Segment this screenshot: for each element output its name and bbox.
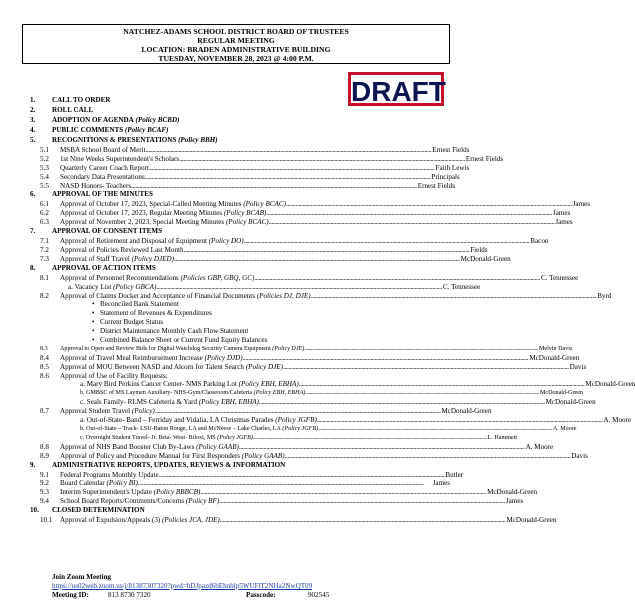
policy-ref: (Policy BCAC): [224, 218, 269, 227]
policy-ref: (Policies JCA, JDE): [160, 516, 220, 525]
agenda-item: [30, 163, 470, 173]
policy-ref: (Policy DJE): [243, 362, 283, 371]
item-label: Approval Student Travel: [60, 407, 131, 416]
agenda-bullet: [30, 336, 450, 345]
item-number: 8.6: [40, 371, 49, 380]
policy-ref: (Policy DJED): [129, 254, 174, 263]
item-label: APPROVAL OF CONSENT ITEMS: [52, 227, 163, 236]
passcode: 902545: [308, 591, 330, 599]
item-number: 10.: [30, 506, 39, 515]
policy-ref: (Policy DJE): [270, 345, 305, 352]
item-number: 8.9: [40, 451, 49, 460]
dot-leader: [243, 354, 529, 363]
presenter: McDonald-Green: [545, 398, 596, 407]
item-label: Approval of NHS Band Booster Club By-Laws: [60, 442, 195, 451]
zoom-title: Join Zoom Meeting: [52, 573, 112, 581]
bullet-icon: •: [92, 336, 95, 345]
presenter: Ernest Fields: [465, 154, 504, 163]
dot-leader: [149, 164, 435, 173]
item-number: 8.3: [40, 345, 48, 352]
item-label: District Maintenance Monthly Cash Flow Statement: [100, 327, 249, 336]
dot-leader: [146, 146, 432, 155]
dot-leader: [305, 389, 539, 398]
agenda-item: [30, 291, 612, 301]
item-number: 5.4: [40, 172, 49, 181]
presenter: Faith Lewis: [435, 163, 470, 172]
item-label: Secondary Data Presentations: [60, 172, 145, 181]
item-label: School Board Reports/Comments/Concerns: [60, 497, 185, 506]
agenda-item: [30, 516, 557, 525]
item-number: 8.1: [40, 273, 49, 282]
item-label: CALL TO ORDER: [52, 96, 111, 104]
dot-leader: [159, 471, 445, 480]
agenda-section: [30, 106, 450, 116]
presenter: Fields: [470, 246, 488, 255]
item-number: 2.: [30, 106, 36, 114]
item-number: 7.2: [40, 246, 49, 255]
agenda-item: [30, 282, 481, 292]
item-number: 6.1: [40, 200, 49, 209]
item-label: CLOSED DETERMINATION: [52, 506, 145, 515]
item-label: c. Overnight Student Travel- Jr. Beta- West- Biloxi, MS: [80, 434, 216, 441]
policy-ref: (Policy BCAC): [241, 200, 286, 209]
bullet-icon: •: [92, 300, 95, 309]
policy-ref: (Policy JGFB): [215, 434, 253, 441]
dot-leader: [138, 479, 432, 488]
item-number: 8.7: [40, 407, 49, 416]
agenda-section: [30, 136, 450, 146]
policy-ref: (Policy EBH, EBHA): [252, 390, 306, 397]
presenter: James: [552, 209, 571, 218]
dot-leader: [253, 434, 487, 443]
presenter: Principals: [431, 172, 460, 181]
dot-leader: [266, 209, 552, 218]
policy-ref: (Policy): [130, 407, 155, 416]
item-label: Approval of Policies Reviewed Last Month: [60, 246, 184, 255]
meeting-id-label: Meeting ID:: [52, 591, 89, 599]
agenda-item: [30, 353, 580, 363]
header-district: NATCHEZ-ADAMS SCHOOL DISTRICT BOARD OF TRUSTEES: [123, 27, 349, 36]
item-number: 8.: [30, 263, 36, 272]
agenda-item: [30, 146, 470, 155]
dot-leader: [174, 255, 460, 264]
dot-leader: [145, 173, 431, 182]
policy-ref: (Policy DJD): [202, 353, 243, 362]
agenda-item: [30, 497, 524, 506]
item-label: a. Vacancy List: [68, 282, 112, 291]
agenda-section: [30, 190, 450, 200]
agenda-item: [30, 237, 549, 246]
policy-ref: (Policy EBH, EBHA): [197, 398, 259, 407]
item-label: Interim Superintendent's Update: [60, 488, 152, 497]
item-number: 3.: [30, 116, 36, 124]
presenter: James: [572, 200, 591, 209]
dot-leader: [317, 416, 603, 425]
bullet-icon: •: [92, 327, 95, 336]
item-label: c. Seals Family- RLMS Cafeteria & Yard: [80, 398, 198, 407]
item-number: 8.8: [40, 442, 49, 451]
bullet-icon: •: [92, 309, 95, 318]
item-number: 6.3: [40, 218, 49, 227]
agenda-section: [30, 264, 450, 274]
item-label: Approval of November 2, 2023, Special Meeting Minutes: [60, 218, 225, 227]
agenda-bullet: [30, 300, 450, 309]
item-label: APPROVAL OF ACTION ITEMS: [52, 263, 156, 272]
item-label: a. Out-of-State- Band – Ferriday and Vidalia, LA Christmas Parades: [80, 416, 274, 425]
agenda-item: [30, 200, 591, 209]
agenda-item: [30, 181, 456, 191]
agenda-item: [30, 209, 571, 218]
item-number: 8.5: [40, 362, 49, 371]
dot-leader: [200, 488, 486, 497]
item-label: MSBA School Board of Merit: [60, 146, 146, 154]
item-number: 5.2: [40, 154, 49, 163]
agenda-section: [30, 461, 450, 471]
item-number: 8.2: [40, 291, 49, 300]
item-label: Approval of Expulsion/Appeals (3): [60, 516, 161, 525]
item-number: 9.: [30, 460, 36, 469]
policy-ref: (Policy GAAB): [194, 442, 239, 451]
presenter: A. Moore: [603, 416, 632, 425]
item-number: 4.: [30, 126, 36, 134]
item-label: Approval of October 17, 2023, Regular Meeting Minutes: [60, 209, 223, 218]
presenter: McDonald-Green: [441, 407, 492, 416]
dot-leader: [304, 345, 538, 354]
dot-leader: [220, 516, 506, 525]
policy-ref: (Policy GAAB): [240, 451, 285, 460]
agenda-item: [30, 254, 511, 264]
dot-leader: [239, 443, 525, 452]
item-label: ROLL CALL: [52, 106, 94, 114]
agenda-item: [30, 398, 596, 407]
agenda-item: [30, 273, 579, 283]
agenda-section: [30, 227, 450, 237]
item-label: Approval of October 17, 2023, Special-Called Meeting Minutes: [60, 200, 242, 209]
dot-leader: [156, 283, 442, 292]
item-number: 6.: [30, 190, 36, 199]
item-number: 8.4: [40, 353, 49, 362]
item-number: 9.1: [40, 470, 49, 479]
meeting-id: 813 8730 7320: [108, 591, 151, 599]
item-label: Approval of Use of Facility Requests:: [60, 371, 168, 380]
policy-ref: (Policy BCAF): [123, 126, 169, 134]
item-number: 5.: [30, 136, 36, 144]
presenter: James: [505, 497, 524, 506]
presenter: Ernest Fields: [417, 181, 456, 190]
item-label: Board Calendar: [60, 479, 105, 488]
item-number: 7.3: [40, 254, 49, 263]
item-label: a. Mary Bird Perkins Cancer Center- NMS Parking Lot: [80, 380, 237, 389]
policy-ref: (Policy BCAB): [222, 209, 267, 218]
presenter: Davis: [571, 451, 588, 460]
presenter: Bacon: [530, 237, 549, 246]
header-meeting-type: REGULAR MEETING: [197, 36, 275, 45]
agenda-item: [30, 442, 554, 452]
presenter: McDonald-Green: [539, 390, 583, 397]
zoom-link[interactable]: https://us02web.zoom.us/j/81387307320?pwd=bDJpazd6bEhnblp5WUFlT2NHa2NwQT09: [52, 582, 313, 590]
policy-ref: (Policy GBCA): [111, 282, 157, 291]
item-label: APPROVAL OF THE MINUTES: [52, 190, 153, 199]
agenda-item: [30, 362, 587, 372]
dot-leader: [269, 218, 555, 227]
policy-ref: (Policies DJ, DJE): [255, 291, 311, 300]
item-label: Approval to Open and Review Bids for Digital Watchdog Security Camera Equipment: [60, 345, 271, 352]
agenda-item: [30, 372, 450, 381]
item-label: b. Out-of-State – Track- LSU-Baton Rouge, LA and McNeese – Lake Charles, LA: [80, 425, 281, 432]
dot-leader: [318, 425, 552, 434]
policy-ref: (Policy BBH): [176, 136, 218, 144]
presenter: McDonald-Green: [487, 488, 538, 497]
zoom-credentials: [52, 591, 452, 600]
item-label: Statement of Revenues & Expenditures: [100, 309, 212, 318]
item-label: Combined Balance Sheet or Current Fund Equity Balances: [100, 336, 268, 345]
item-label: Approval of Staff Travel: [60, 254, 130, 263]
policy-ref: (Policies GBP, GBQ, GC): [178, 273, 255, 282]
item-number: 9.2: [40, 479, 49, 488]
item-label: Approval of Retirement and Disposal of Equipment: [60, 237, 207, 246]
agenda-header: [22, 24, 450, 64]
item-label: Quarterly Career Coach Report: [60, 163, 149, 172]
agenda-item: [30, 380, 635, 389]
agenda-item: [30, 407, 492, 416]
policy-ref: (Policy BBBCB): [151, 488, 201, 497]
presenter: McDonald-Green: [585, 380, 635, 389]
item-label: Approval of Claims Docket and Acceptance of Financial Documents: [60, 291, 256, 300]
item-number: 5.1: [40, 146, 49, 154]
item-label: Reconciled Bank Statement: [100, 300, 179, 309]
agenda-bullet: [30, 327, 450, 336]
presenter: C. Tennessee: [541, 273, 579, 282]
item-label: b. GMBSC of MS Laymen Auxiliary- NHS-Gym/Classroom/Cafeteria: [80, 390, 253, 397]
item-label: RECOGNITIONS & PRESENTATIONS: [52, 136, 177, 144]
policy-ref: (Policy BI): [104, 479, 138, 488]
presenter: McDonald-Green: [529, 353, 580, 362]
dot-leader: [184, 246, 470, 255]
item-number: 9.4: [40, 497, 49, 506]
dot-leader: [285, 452, 571, 461]
item-label: Approval of MOU Between NASD and Alcorn for Talent Search: [60, 362, 244, 371]
policy-ref: (Policy BCBD): [133, 116, 180, 124]
presenter: Byrd: [597, 291, 612, 300]
policy-ref: (Policy JGFB): [280, 425, 319, 432]
agenda-item: [30, 172, 460, 182]
policy-ref: (Policy BF): [184, 497, 220, 506]
agenda-item: [30, 479, 450, 488]
item-label: Approval of Travel Meal Reimbursement Increase: [60, 353, 203, 362]
agenda-bullet: [30, 309, 450, 318]
agenda-item: [30, 246, 488, 255]
presenter: McDonald-Green: [506, 516, 557, 525]
agenda-item: [30, 218, 573, 227]
presenter: A. Moore: [552, 425, 577, 432]
dot-leader: [311, 292, 597, 301]
agenda-item: [30, 345, 573, 354]
item-number: 7.: [30, 227, 36, 236]
item-number: 5.5: [40, 181, 49, 190]
item-number: 5.3: [40, 163, 49, 172]
dot-leader: [299, 380, 585, 389]
item-number: 9.3: [40, 488, 49, 497]
dot-leader: [286, 200, 572, 209]
item-label: NASD Honors- Teachers: [60, 181, 132, 190]
item-label: Approval of Personnel Recommendations: [60, 273, 179, 282]
policy-ref: (Policy DO): [206, 237, 244, 246]
draft-stamp: DRAFT: [348, 72, 444, 106]
agenda-section: [30, 126, 450, 136]
item-label: Federal Programs Monthly Update: [60, 470, 159, 479]
agenda-section: [30, 116, 450, 126]
item-label: 1st Nine Weeks Superintendent's Scholars: [60, 154, 180, 163]
header-location: LOCATION: BRADEN ADMINISTRATIVE BUILDING: [141, 45, 331, 54]
item-label: ADOPTION OF AGENDA: [52, 116, 134, 124]
item-number: 1.: [30, 96, 36, 104]
policy-ref: (Policy EBH, EBHA): [236, 380, 299, 389]
bullet-icon: •: [92, 318, 95, 327]
item-label: Approval of Policy and Procedure Manual for First Responders: [60, 451, 241, 460]
item-number: 6.2: [40, 209, 49, 218]
presenter: Butler: [445, 470, 464, 479]
header-datetime: TUESDAY, NOVEMBER 28, 2023 @ 4:00 P.M.: [158, 54, 314, 63]
policy-ref: (Policy JGFB): [273, 416, 317, 425]
agenda-item: [30, 389, 583, 398]
item-label: Current Budget Status: [100, 318, 164, 327]
agenda-list: [30, 96, 635, 525]
dot-leader: [254, 274, 540, 283]
dot-leader: [283, 363, 569, 372]
dot-leader: [179, 155, 465, 164]
zoom-info: [52, 573, 452, 600]
agenda-item: [30, 488, 538, 497]
presenter: A. Moore: [525, 442, 554, 451]
agenda-section: [30, 506, 450, 516]
dot-leader: [219, 497, 505, 506]
dot-leader: [244, 237, 530, 246]
presenter: McDonald-Green: [460, 254, 511, 263]
agenda-item: [30, 434, 518, 443]
item-label: PUBLIC COMMENTS: [52, 126, 124, 134]
agenda-item: [30, 451, 588, 461]
dot-leader: [259, 398, 545, 407]
agenda-item: [30, 470, 464, 480]
passcode-label: Passcode:: [246, 591, 276, 599]
item-label: ADMINISTRATIVE REPORTS, UPDATES, REVIEWS & INFORMATION: [52, 460, 286, 469]
presenter: James: [555, 218, 573, 227]
presenter: Melvin Davis: [538, 345, 573, 352]
presenter: L. Hammett: [487, 434, 518, 441]
presenter: Davis: [569, 362, 587, 371]
agenda-item: [30, 416, 632, 425]
item-number: 7.1: [40, 237, 49, 246]
dot-leader: [131, 182, 417, 191]
presenter: James: [432, 479, 450, 488]
dot-leader: [155, 407, 441, 416]
agenda-bullet: [30, 318, 450, 327]
agenda-item: [30, 154, 504, 164]
presenter: C. Tennessee: [443, 282, 481, 291]
agenda-item: [30, 425, 577, 434]
agenda-section: [30, 96, 450, 106]
item-number: 10.1: [40, 516, 53, 525]
presenter: Ernest Fields: [432, 146, 470, 154]
